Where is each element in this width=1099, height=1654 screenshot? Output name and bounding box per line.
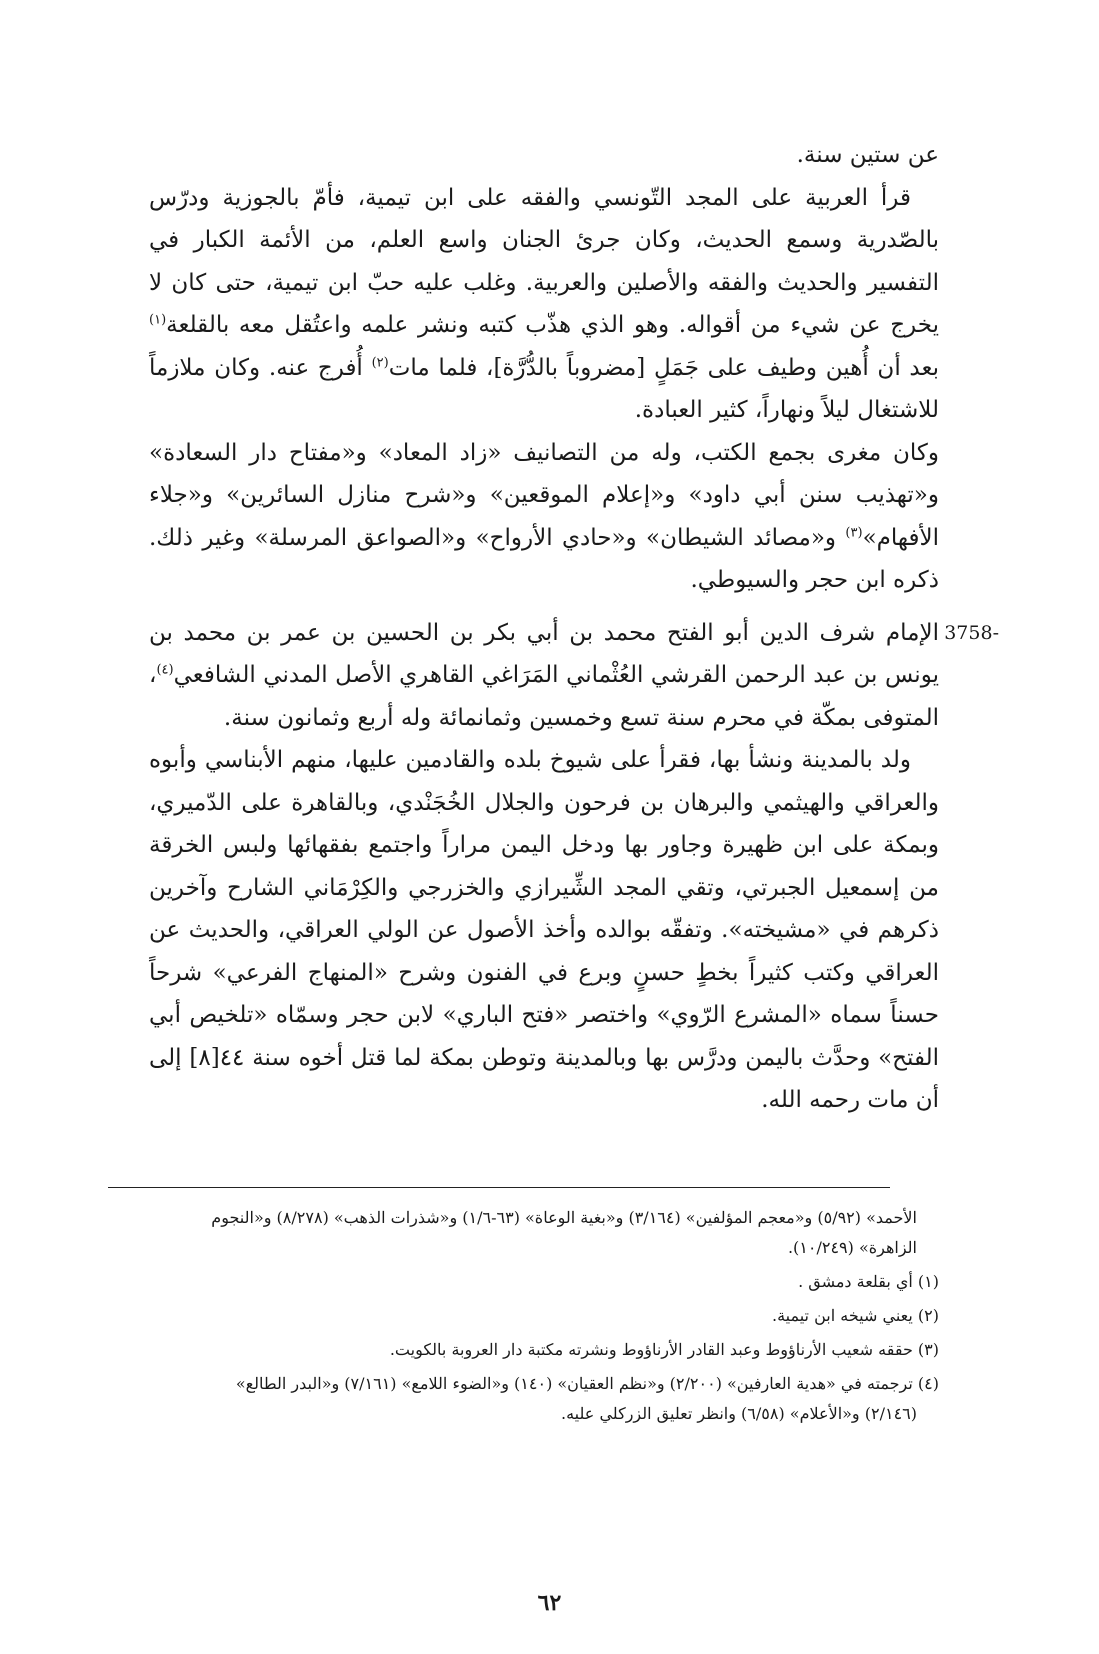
paragraph-3-text-a: وكان مغرى بجمع الكتب، وله من التصانيف «زاد المعاد» و«مفتاح دار السعادة» و«تهذيب سنن أبي داود» و«إعلام الموقعين» و«شرح منازل السائرين» و«جلاء الأفهام»	[149, 439, 939, 551]
paragraph-2-text-c: أُفرج عنه. وكان ملازماً للاشتغال ليلاً ونهاراً، كثير العبادة.	[149, 354, 939, 423]
footnote-4-line-1: (٤) ترجمته في «هدية العارفين» (٢/٢٠٠) و«نظم العقيان» (١٤٠) و«الضوء اللامع» (٧/١٦١) و«البدر الطالع»	[235, 1374, 939, 1393]
footnote-continuation-line-2: الزاهرة» (١٠/٢٤٩).	[787, 1238, 917, 1257]
main-text	[149, 134, 999, 1122]
paragraph-2-text-a: قرأ العربية على المجد التّونسي والفقه على ابن تيمية، فأمّ بالجوزية ودرّس بالصّدرية وسمع الحديث، وكان جرئ الجنان واسع العلم، من الأئمة الكبار في التفسير والحديث والفقه والأصلين والعربية. وغلب عليه حبّ ابن تيمية، حتى كان لا يخرج عن شيء من أقواله. وهو الذي هذّب كتبه ونشر علمه واعتُقل معه بالقلعة	[149, 184, 939, 338]
footnote-3: (٣) حققه شعيب الأرناؤوط وعبد القادر الأرناؤوط ونشرته مكتبة دار العروبة بالكويت.	[389, 1340, 939, 1359]
paragraph-2-text-b: بعد أن أُهين وطيف على جَمَلٍ [مضروباً بالدُّرَّة]، فلما مات	[388, 354, 940, 381]
footnotes	[149, 1203, 939, 1433]
footnote-ref-4: (٤)	[156, 662, 174, 678]
footnote-continuation-line-1: الأحمد» (٥/٩٢) و«معجم المؤلفين» (٣/١٦٤) و«بغية الوعاة» (٦٣-١/٦) و«شذرات الذهب» (٨/٢٧٨) و«النجوم	[211, 1208, 917, 1227]
footnote-ref-3: (٣)	[845, 524, 863, 540]
footnote-4	[149, 1369, 939, 1429]
footnote-4-line-2: (٢/١٤٦) و«الأعلام» (٦/٥٨) وانظر تعليق الزركلي عليه.	[561, 1404, 917, 1423]
page-number: ٦٢	[537, 1590, 562, 1616]
entry-heading-text-b: ، المتوفى بمكّة في محرم سنة تسع وخمسين وثمانمائة وله أربع وثمانون سنة.	[149, 662, 939, 731]
footnote-ref-1: (١)	[149, 312, 167, 328]
footnote-2: (٢) يعني شيخه ابن تيمية.	[771, 1306, 939, 1325]
entry-3758	[149, 612, 999, 740]
footnote-divider	[108, 1187, 890, 1188]
footnote-ref-2: (٢)	[371, 354, 389, 370]
entry-heading-text-a: الإمام شرف الدين أبو الفتح محمد بن أبي بكر بن الحسين بن عمر بن محمد بن يونس بن عبد الرحمن القرشي العُثْماني المَرَاغي القاهري الأصل المدني الشافعي	[149, 619, 939, 688]
paragraph-5: ولد بالمدينة ونشأ بها، فقرأ على شيوخ بلده والقادمين عليها، منهم الأبناسي وأبوه والعراقي والهيثمي والبرهان بن فرحون والجلال الخُجَنْدي، وبالقاهرة على الدّميري، وبمكة على ابن ظهيرة وجاور بها ودخل اليمن مراراً واجتمع بفقهائها ولبس الخرقة من إسمعيل الجبرتي، وتقي المجد الشِّيرازي والخزرجي والكِرْمَاني الشارح وآخرين ذكرهم في «مشيخته». وتفقّه بوالده وأخذ الأصول عن الولي العراقي، والحديث عن العراقي وكتب كثيراً بخطٍ حسنٍ وبرع في الفنون وشرح «المنهاج الفرعي» شرحاً حسناً سماه «المشرع الرّوي» واختصر «فتح الباري» لابن حجر وسمّاه «تلخيص أبي الفتح» وحدَّث باليمن ودرَّس بها وبالمدينة وتوطن بمكة لما قتل أخوه سنة ٤٤[٨] إلى أن مات رحمه الله.	[149, 747, 939, 1113]
footnote-continuation	[149, 1203, 939, 1263]
paragraph-3	[149, 432, 939, 602]
paragraph-1: عن ستين سنة.	[796, 142, 939, 168]
entry-number: 3758-	[944, 621, 999, 644]
paragraph-2	[149, 177, 939, 432]
footnote-1: (١) أي بقلعة دمشق .	[798, 1272, 939, 1291]
paragraph-3-text-b: و«مصائد الشيطان» و«حادي الأرواح» و«الصواعق المرسلة» وغير ذلك. ذكره ابن حجر والسيوطي.	[149, 524, 939, 593]
